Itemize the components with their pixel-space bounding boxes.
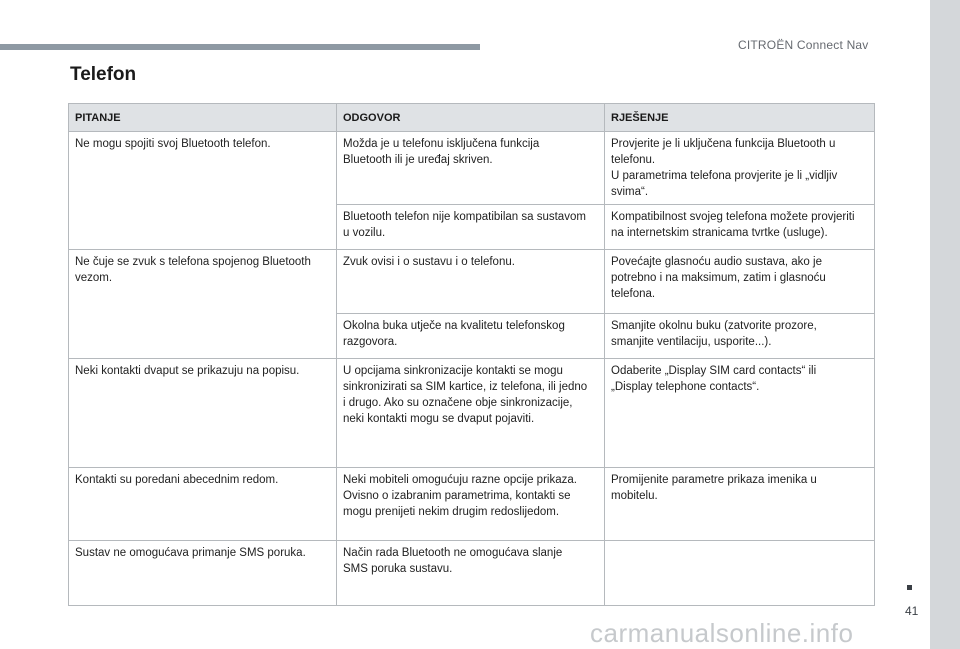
watermark: carmanualsonline.info <box>590 618 854 648</box>
solution-cell <box>605 541 875 606</box>
answer-cell-line: Neki mobiteli omogućuju razne opcije prikaza. <box>343 474 577 486</box>
answer-cell-line: U opcijama sinkronizacije kontakti se mogu <box>343 365 563 377</box>
question-cell <box>69 468 337 541</box>
question-cell-line: Sustav ne omogućava primanje SMS poruka. <box>75 547 306 559</box>
solution-cell-line: Kompatibilnost svojeg telefona možete provjeriti <box>611 211 855 223</box>
answer-cell-line: Možda je u telefonu isključena funkcija <box>343 138 540 150</box>
top-accent-bar <box>0 44 480 50</box>
question-cell-line: Ne mogu spojiti svoj Bluetooth telefon. <box>75 138 271 150</box>
answer-cell-line: neki kontakti mogu se dvaput pojaviti. <box>343 413 535 425</box>
faq-table <box>68 103 875 606</box>
answer-cell-line: Okolna buka utječe na kvalitetu telefonskog <box>343 320 565 332</box>
question-cell <box>69 132 337 250</box>
faq-table-body <box>69 132 875 606</box>
column-header-question: PITANJE <box>69 104 337 132</box>
answer-cell-line: Način rada Bluetooth ne omogućava slanje <box>343 547 563 559</box>
solution-cell-line: telefona. <box>611 288 656 300</box>
solution-cell-line: svima“. <box>611 186 649 198</box>
solution-cell <box>605 359 875 468</box>
page-marker <box>907 585 912 590</box>
table-row <box>69 359 875 468</box>
solution-cell-line: mobitelu. <box>611 490 658 502</box>
page-title: Telefon <box>70 64 137 85</box>
solution-cell-line: „Display telephone contacts“. <box>611 381 760 393</box>
solution-cell-line: smanjite ventilaciju, usporite...). <box>611 336 772 348</box>
answer-cell-line: Zvuk ovisi i o sustavu i o telefonu. <box>343 256 515 268</box>
answer-cell <box>337 314 605 359</box>
solution-cell <box>605 314 875 359</box>
table-header-row <box>69 104 875 132</box>
answer-cell <box>337 132 605 205</box>
table-row <box>69 541 875 606</box>
solution-cell <box>605 132 875 205</box>
answer-cell-line: razgovora. <box>343 336 398 348</box>
page-number: 41 <box>905 604 919 618</box>
answer-cell <box>337 468 605 541</box>
answer-cell-line: u vozilu. <box>343 227 386 239</box>
question-cell-line: Ne čuje se zvuk s telefona spojenog Bluetooth <box>75 256 311 268</box>
answer-cell-line: sinkronizirati sa SIM kartice, iz telefona, ili jedno <box>343 381 588 393</box>
header-title: CITROËN Connect Nav <box>738 38 869 52</box>
answer-cell-line: i drugo. Ako su označene obje sinkronizacije, <box>343 397 573 409</box>
solution-cell-line: telefonu. <box>611 154 656 166</box>
solution-cell-line: Smanjite okolnu buku (zatvorite prozore, <box>611 320 817 332</box>
solution-cell <box>605 205 875 250</box>
answer-cell <box>337 359 605 468</box>
question-cell-line: Kontakti su poredani abecednim redom. <box>75 474 279 486</box>
column-header-solution: RJEŠENJE <box>605 104 875 132</box>
solution-cell-line: Promijenite parametre prikaza imenika u <box>611 474 817 486</box>
solution-cell <box>605 468 875 541</box>
answer-cell <box>337 205 605 250</box>
right-margin-strip <box>930 0 960 649</box>
solution-cell-line: U parametrima telefona provjerite je li „vidljiv <box>611 170 838 182</box>
solution-cell-line: Povećajte glasnoću audio sustava, ako je <box>611 256 822 268</box>
table-row <box>69 132 875 205</box>
answer-cell-line: mogu prenijeti nekim drugim redoslijedom. <box>343 506 560 518</box>
answer-cell <box>337 541 605 606</box>
answer-cell-line: Bluetooth ili je uređaj skriven. <box>343 154 493 166</box>
answer-cell-line: SMS poruka sustavu. <box>343 563 453 575</box>
question-cell <box>69 359 337 468</box>
answer-cell <box>337 250 605 314</box>
solution-cell <box>605 250 875 314</box>
question-cell <box>69 541 337 606</box>
column-header-answer: ODGOVOR <box>337 104 605 132</box>
table-row <box>69 468 875 541</box>
solution-cell-line: Odaberite „Display SIM card contacts“ ili <box>611 365 817 377</box>
question-cell <box>69 250 337 359</box>
question-cell-line: Neki kontakti dvaput se prikazuju na popisu. <box>75 365 300 377</box>
solution-cell-line: na internetskim stranicama tvrtke (usluge). <box>611 227 828 239</box>
solution-cell-line: potrebno i na maksimum, zatim i glasnoću <box>611 272 826 284</box>
question-cell-line: vezom. <box>75 272 113 284</box>
answer-cell-line: Ovisno o izabranim parametrima, kontakti se <box>343 490 571 502</box>
solution-cell-line: Provjerite je li uključena funkcija Bluetooth u <box>611 138 836 150</box>
table-row <box>69 250 875 314</box>
answer-cell-line: Bluetooth telefon nije kompatibilan sa sustavom <box>343 211 586 223</box>
